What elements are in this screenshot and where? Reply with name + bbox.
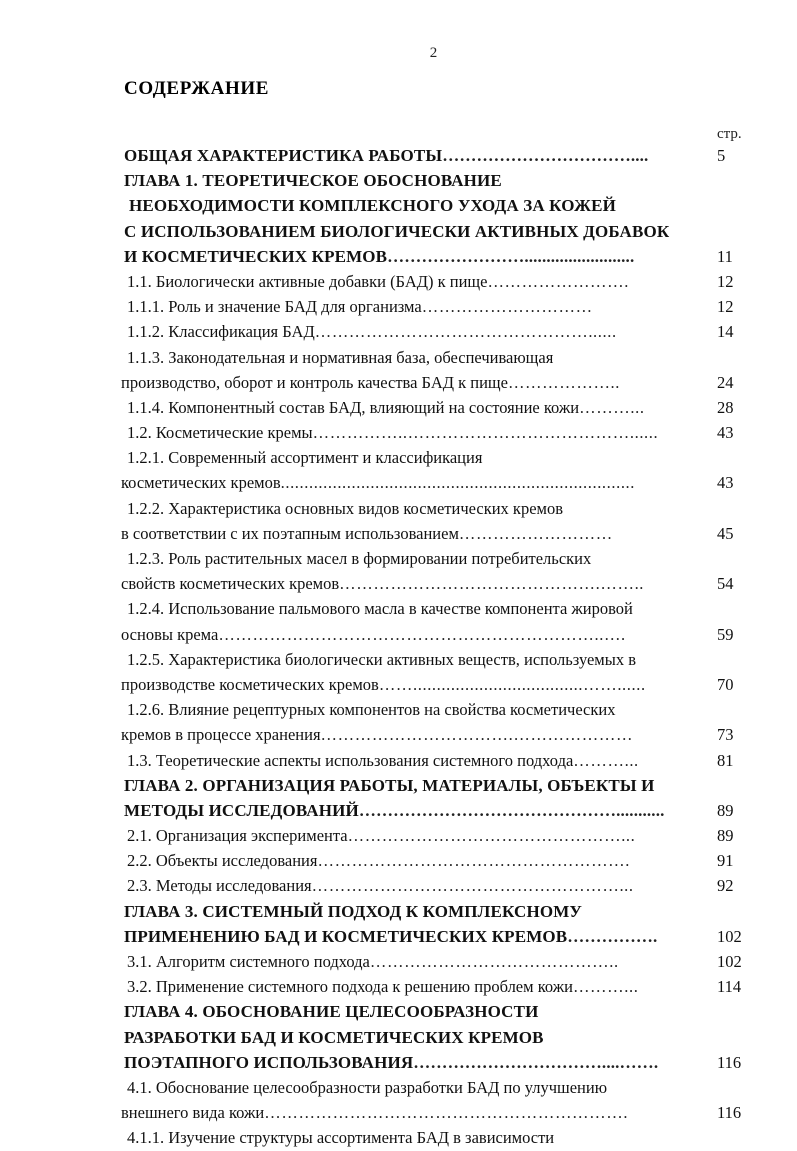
toc-entry-label: свойств косметических кремов: [121, 574, 340, 594]
toc-entry-label: производство, оборот и контроль качества БАД к пище: [121, 372, 508, 392]
toc-entry-body: [129, 193, 715, 218]
toc-entry[interactable]: [0, 672, 797, 697]
toc-entry[interactable]: [0, 596, 797, 621]
toc-entry-page-number: 54: [717, 574, 734, 594]
toc-leader-dots: ...........................................................................: [280, 473, 635, 493]
toc-entry-label: ГЛАВА 4. ОБОСНОВАНИЕ ЦЕЛЕСООБРАЗНОСТИ: [124, 1002, 539, 1022]
toc-entry-body: [127, 596, 713, 621]
toc-entry-body: [121, 722, 707, 747]
toc-entry[interactable]: [0, 1075, 797, 1100]
toc-entry-page-number: 43: [717, 473, 734, 493]
toc-leader-dots: ……………………………....: [442, 146, 649, 165]
toc-entry[interactable]: [0, 798, 797, 823]
toc-entry-body: [127, 445, 713, 470]
toc-entry-page-number: 59: [717, 624, 734, 644]
toc-entry-label: 2.3. Методы исследования: [127, 876, 312, 896]
toc-leader-dots: ……………………………………………………….: [264, 1103, 629, 1123]
toc-entry-page-number: 11: [717, 246, 733, 266]
toc-entry-label: в соответствии с их поэтапным использованием: [121, 523, 459, 543]
toc-entry-body: [124, 999, 710, 1024]
toc-entry-body: [127, 823, 713, 848]
toc-entry-page-number: 89: [717, 826, 734, 846]
toc-entry[interactable]: [0, 445, 797, 470]
toc-entry-label: 3.1. Алгоритм системного подхода: [127, 952, 370, 971]
toc-entry-label: 4.1. Обоснование целесообразности разработки БАД по улучшению: [127, 1077, 608, 1097]
toc-entry[interactable]: [0, 773, 797, 798]
toc-leader-dots: ………………………………………………...: [311, 876, 634, 896]
toc-entry-label: основы крема: [121, 624, 219, 644]
toc-entry[interactable]: [0, 319, 797, 344]
toc-entry-body: [127, 546, 713, 571]
toc-entry-body: [127, 1075, 713, 1100]
toc-entry-body: [127, 873, 713, 898]
toc-entry-body: [127, 748, 713, 773]
toc-entry[interactable]: [0, 697, 797, 722]
toc-entry-page-number: 89: [717, 800, 734, 820]
toc-leader-dots: ……………………………………….……..: [339, 574, 645, 594]
toc-entry-body: [127, 848, 713, 873]
toc-entry-body: [124, 899, 710, 924]
toc-entry[interactable]: [0, 219, 797, 244]
toc-entry-label: 1.2.6. Влияние рецептурных компонентов на свойства косметических: [127, 700, 616, 720]
toc-leader-dots: ………………………………………...........: [358, 800, 665, 820]
toc-leader-dots: ……………..…………………………………......: [312, 423, 659, 443]
toc-entry[interactable]: [0, 974, 797, 999]
page-title: СОДЕРЖАНИЕ: [124, 78, 269, 99]
toc-entry-body: [127, 949, 713, 974]
toc-entry-page-number: 92: [717, 876, 734, 896]
toc-entry-body: [124, 143, 710, 168]
toc-entry[interactable]: [0, 345, 797, 370]
toc-entry[interactable]: [0, 1050, 797, 1075]
toc-entry-page-number: 45: [717, 523, 734, 543]
toc-leader-dots: ………………………: [458, 523, 613, 543]
toc-entry-body: [127, 269, 713, 294]
toc-entry-label: РАЗРАБОТКИ БАД И КОСМЕТИЧЕСКИХ КРЕМОВ: [124, 1027, 544, 1047]
table-of-contents: [0, 143, 797, 1151]
folio-page-number: [0, 44, 797, 62]
toc-entry[interactable]: [0, 193, 797, 218]
toc-leader-dots: ………...: [579, 397, 645, 417]
toc-entry-body: [127, 345, 713, 370]
toc-entry-label: ПОЭТАПНОГО ИСПОЛЬЗОВАНИЯ: [124, 1052, 414, 1072]
toc-leader-dots: ……………………………………..: [369, 952, 619, 971]
toc-entry-label: 1.1.4. Компонентный состав БАД, влияющий на состояние кожи: [127, 397, 580, 417]
toc-entry-label: внешнего вида кожи: [121, 1103, 265, 1123]
toc-leader-dots: ………...: [572, 977, 639, 997]
toc-entry-body: [127, 1125, 713, 1150]
toc-entry-label: 1.1.3. Законодательная и нормативная база, обеспечивающая: [127, 347, 554, 367]
toc-entry-body: [121, 370, 707, 395]
toc-entry[interactable]: [0, 571, 797, 596]
toc-entry-page-number: 43: [717, 423, 734, 443]
toc-entry-label: ГЛАВА 2. ОРГАНИЗАЦИЯ РАБОТЫ, МАТЕРИАЛЫ, ОБЪЕКТЫ И: [124, 775, 655, 795]
toc-entry-body: [121, 521, 707, 546]
toc-entry-label: 2.1. Организация эксперимента: [127, 826, 348, 846]
toc-entry[interactable]: [0, 1025, 797, 1050]
toc-entry[interactable]: [0, 848, 797, 873]
toc-entry[interactable]: [0, 647, 797, 672]
toc-entry[interactable]: [0, 521, 797, 546]
toc-entry-label: 1.1.2. Классификация БАД: [127, 322, 315, 342]
toc-entry-label: 1.2.1. Современный ассортимент и классификация: [127, 448, 483, 468]
toc-entry-label: ГЛАВА 1. ТЕОРЕТИЧЕСКОЕ ОБОСНОВАНИЕ: [124, 171, 502, 191]
toc-entry[interactable]: [0, 496, 797, 521]
toc-entry-body: [127, 974, 713, 999]
toc-entry-label: 1.2.5. Характеристика биологически активных веществ, используемых в: [127, 649, 636, 669]
toc-entry-page-number: 70: [717, 674, 734, 694]
toc-leader-dots: …………………….........................: [387, 246, 635, 266]
toc-entry-body: [121, 571, 707, 596]
toc-entry[interactable]: [0, 999, 797, 1024]
toc-leader-dots: …………………………………………………………..….: [218, 624, 626, 644]
toc-entry-label: 1.2.2. Характеристика основных видов косметических кремов: [127, 498, 564, 518]
toc-leader-dots: ………………..: [507, 372, 621, 392]
toc-leader-dots: ……………………………....…….: [413, 1052, 659, 1072]
toc-leader-dots: …………….: [567, 926, 658, 946]
toc-entry-body: [127, 319, 713, 344]
toc-entry[interactable]: [0, 395, 797, 420]
toc-entry[interactable]: [0, 370, 797, 395]
toc-entry-label: С ИСПОЛЬЗОВАНИЕМ БИОЛОГИЧЕСКИ АКТИВНЫХ ДОБАВОК: [124, 221, 670, 241]
toc-leader-dots: ……....................................……......: [378, 674, 646, 694]
toc-entry-body: [121, 672, 707, 697]
toc-entry-body: [127, 294, 713, 319]
toc-entry-body: [124, 924, 710, 949]
toc-entry-body: [127, 697, 713, 722]
toc-entry-body: [124, 773, 710, 798]
toc-entry-body: [124, 244, 710, 269]
toc-entry[interactable]: [0, 899, 797, 924]
toc-entry[interactable]: [0, 748, 797, 773]
toc-entry-body: [124, 798, 710, 823]
toc-entry-label: 1.2.4. Использование пальмового масла в качестве компонента жировой: [127, 599, 633, 619]
toc-entry[interactable]: [0, 873, 797, 898]
toc-entry[interactable]: [0, 168, 797, 193]
toc-entry-body: [121, 470, 707, 495]
toc-entry-body: [127, 420, 713, 445]
toc-entry-page-number: 24: [717, 372, 734, 392]
toc-leader-dots: …………………………: [421, 297, 593, 317]
toc-leader-dots: …………………………………………......: [314, 322, 617, 342]
toc-entry-page-number: 102: [717, 952, 742, 971]
toc-entry-label: 1.1.1. Роль и значение БАД для организма: [127, 297, 422, 317]
toc-entry-page-number: 116: [717, 1052, 742, 1072]
toc-entry[interactable]: [0, 420, 797, 445]
toc-entry-page-number: 114: [717, 977, 742, 997]
page-column-header: стр.: [717, 126, 742, 142]
toc-entry-label: ПРИМЕНЕНИЮ БАД И КОСМЕТИЧЕСКИХ КРЕМОВ: [124, 926, 568, 946]
toc-entry-page-number: 73: [717, 725, 734, 745]
toc-entry[interactable]: [0, 622, 797, 647]
toc-entry-page-number: 28: [717, 397, 734, 417]
toc-entry-page-number: 81: [717, 750, 734, 770]
toc-leader-dots: ……………………………………………….: [317, 851, 630, 871]
toc-entry-page-number: 5: [717, 146, 726, 165]
toc-entry-page-number: 14: [717, 322, 734, 342]
toc-entry-label: кремов в процессе хранения: [121, 725, 321, 745]
toc-entry[interactable]: [0, 722, 797, 747]
toc-entry-label: ОБЩАЯ ХАРАКТЕРИСТИКА РАБОТЫ: [124, 146, 443, 165]
toc-entry-label: 2.2. Объекты исследования: [127, 851, 318, 871]
toc-leader-dots: …………………………….…………………: [320, 725, 634, 745]
toc-entry[interactable]: [0, 294, 797, 319]
toc-entry-label: 3.2. Применение системного подхода к решению проблем кожи: [127, 977, 573, 997]
toc-entry-label: 1.3. Теоретические аспекты использования системного подхода: [127, 750, 574, 770]
toc-leader-dots: …………………….: [487, 271, 629, 291]
toc-entry[interactable]: [0, 143, 797, 168]
toc-entry-body: [124, 1025, 710, 1050]
toc-entry-body: [124, 1050, 710, 1075]
folio-value: 2: [429, 45, 438, 61]
toc-entry-body: [124, 219, 710, 244]
toc-entry-label: 1.2.3. Роль растительных масел в формировании потребительских: [127, 549, 592, 568]
toc-entry[interactable]: [0, 546, 797, 571]
toc-entry-label: 4.1.1. Изучение структуры ассортимента БАД в зависимости: [127, 1128, 555, 1148]
toc-entry-page-number: 91: [717, 851, 734, 871]
toc-entry-label: ГЛАВА 3. СИСТЕМНЫЙ ПОДХОД К КОМПЛЕКСНОМУ: [124, 901, 583, 921]
toc-entry-label: И КОСМЕТИЧЕСКИХ КРЕМОВ: [124, 246, 388, 266]
toc-entry-body: [127, 496, 713, 521]
toc-entry[interactable]: [0, 924, 797, 949]
toc-entry-page-number: 12: [717, 297, 734, 317]
toc-entry-body: [124, 168, 710, 193]
toc-entry-body: [127, 647, 713, 672]
toc-entry-label: производстве косметических кремов: [121, 674, 379, 694]
toc-entry-body: [121, 1100, 707, 1125]
toc-entry[interactable]: [0, 244, 797, 269]
toc-entry[interactable]: [0, 1125, 797, 1150]
toc-entry[interactable]: [0, 269, 797, 294]
toc-entry-page-number: 12: [717, 271, 734, 291]
toc-entry-label: НЕОБХОДИМОСТИ КОМПЛЕКСНОГО УХОДА ЗА КОЖЕЙ: [129, 196, 616, 216]
toc-entry[interactable]: [0, 1100, 797, 1125]
toc-entry[interactable]: [0, 949, 797, 974]
toc-entry-body: [121, 622, 707, 647]
toc-entry-page-number: 102: [717, 926, 742, 946]
toc-entry-page-number: 116: [717, 1103, 742, 1123]
toc-entry-body: [127, 395, 713, 420]
toc-entry-label: 1.2. Косметические кремы: [127, 423, 313, 443]
toc-entry-label: МЕТОДЫ ИССЛЕДОВАНИЙ: [124, 800, 359, 820]
toc-entry[interactable]: [0, 823, 797, 848]
toc-entry-label: 1.1. Биологически активные добавки (БАД) к пище: [127, 271, 488, 291]
toc-entry-label: косметических кремов: [121, 473, 281, 493]
toc-leader-dots: …………………………………………...: [347, 826, 636, 846]
toc-leader-dots: ………...: [573, 750, 639, 770]
toc-entry[interactable]: [0, 470, 797, 495]
